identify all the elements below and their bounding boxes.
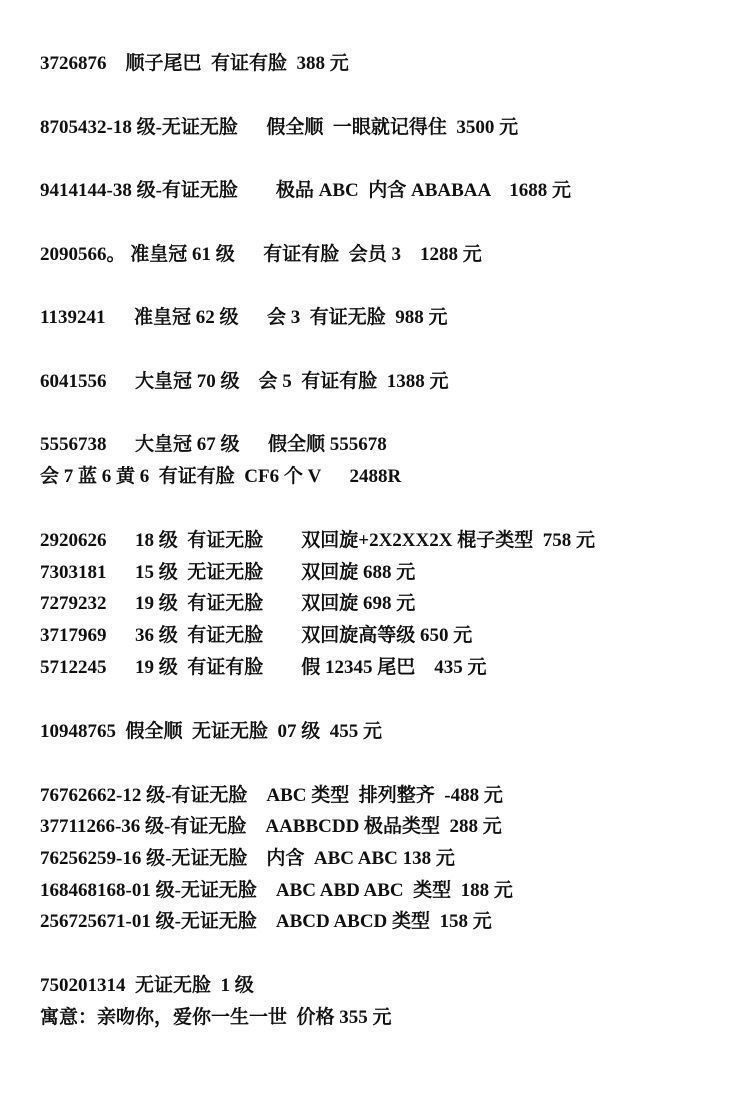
listing-line-16: 37711266-36 级-有证无脸 AABBCDD 极品类型 288 元 [40,816,502,837]
listing-line-10: 7303181 15 级 无证无脸 双回旋 688 元 [40,562,416,583]
listing-line-7: 5556738 大皇冠 67 级 假全顺 555678 [40,434,387,455]
listing-line-5: 1139241 准皇冠 62 级 会 3 有证无脸 988 元 [40,307,448,328]
listing-line-9: 2920626 18 级 有证无脸 双回旋+2X2XX2X 棍子类型 758 元 [40,530,595,551]
listing-line-8: 会 7 蓝 6 黄 6 有证有脸 CF6 个 V 2488R [40,466,402,487]
listing-line-21: 寓意：亲吻你，爱你一生一世 价格 355 元 [40,1007,392,1028]
listing-line-6: 6041556 大皇冠 70 级 会 5 有证有脸 1388 元 [40,371,449,392]
listing-line-15: 76762662-12 级-有证无脸 ABC 类型 排列整齐 -488 元 [40,785,503,806]
listing-line-12: 3717969 36 级 有证无脸 双回旋高等级 650 元 [40,625,473,646]
listing-line-1: 3726876 顺子尾巴 有证有脸 388 元 [40,53,349,74]
listing-line-17: 76256259-16 级-无证无脸 内含 ABC ABC 138 元 [40,848,455,869]
listing-line-2: 8705432-18 级-无证无脸 假全顺 一眼就记得住 3500 元 [40,117,519,138]
listing-line-19: 256725671-01 级-无证无脸 ABCD ABCD 类型 158 元 [40,911,492,932]
listing-line-3: 9414144-38 级-有证无脸 极品 ABC 内含 ABABAA 1688 元 [40,180,571,201]
listing-line-18: 168468168-01 级-无证无脸 ABC ABD ABC 类型 188 元 [40,880,513,901]
listing-line-14: 10948765 假全顺 无证无脸 07 级 455 元 [40,721,383,742]
listing-line-4: 2090566。 准皇冠 61 级 有证有脸 会员 3 1288 元 [40,244,482,265]
listing-line-11: 7279232 19 级 有证无脸 双回旋 698 元 [40,593,416,614]
listing-line-20: 750201314 无证无脸 1 级 [40,975,254,996]
listing-line-13: 5712245 19 级 有证有脸 假 12345 尾巴 435 元 [40,657,487,678]
